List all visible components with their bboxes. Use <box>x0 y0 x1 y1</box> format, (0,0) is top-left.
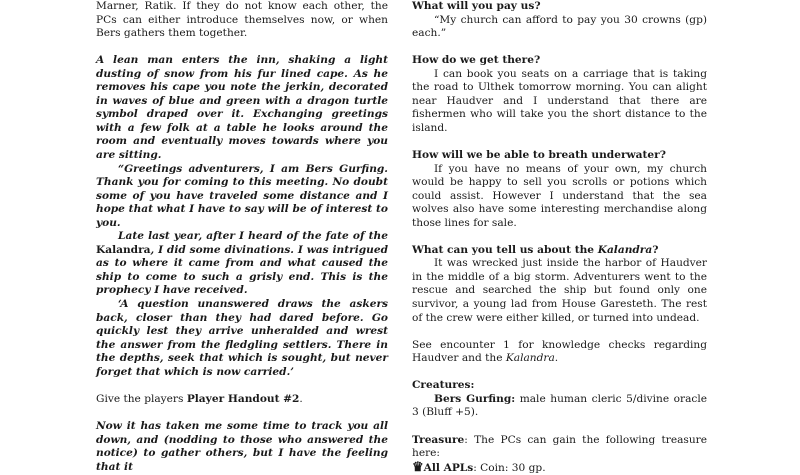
answer-kalandra: It was wrecked just inside the harbor of Haudver in the middle of a big storm. Adventurers went to the rescue and searched the ship but found only one survivor, a young lad from House Garesteth. The rest of the crew were either killed, or turned into undead. <box>412 257 707 324</box>
divination-text-b: , I did some divinations. I was intrigued as to where it came from and what caused the ship to come to such a grisly end. This is the prophecy I have received. <box>96 243 388 297</box>
boxed-text-tracking: Now it has taken me some time to track you all down, and (nodding to those who answered the notice) to gather others, but I have the feeling that it <box>96 419 388 473</box>
left-column <box>96 0 388 474</box>
boxed-text-arrival: A lean man enters the inn, shaking a light dusting of snow from his fur lined cape. As he removes his cape you note the jerkin, decorated in waves of blue and green with a dragon turtle symbol draped over it. Exchanging greetings with a few folk at a table he looks around the room and eventually moves towards where you are sitting. <box>96 54 388 162</box>
see-pre: See encounter 1 for knowledge checks regarding Haudver and the <box>412 338 707 365</box>
boxed-text-greeting: “Greetings adventurers, I am Bers Gurfing. Thank you for coming to this meeting. No doubt some of you have traveled some distance and I hope that what I have to say will be of interest to you. <box>96 162 388 229</box>
spacer <box>412 325 707 339</box>
boxed-text-divination <box>96 230 388 298</box>
q4-pre: What can you tell us about the <box>412 243 598 256</box>
spacer <box>412 41 707 55</box>
handout-instruction <box>96 393 388 407</box>
creatures-heading: Creatures: <box>412 379 475 392</box>
spacer <box>412 230 707 244</box>
answer-payment: “My church can afford to pay you 30 crowns (gp) each.” <box>412 13 707 40</box>
spacer <box>96 406 388 420</box>
divination-text-a: Late last year, after I heard of the fate of the <box>118 230 388 243</box>
question-payment: What will you pay us? <box>412 0 541 12</box>
question-kalandra <box>412 244 707 258</box>
q4-ship: Kalandra <box>597 243 653 256</box>
question-breathing: How will we be able to breath underwater? <box>412 149 666 162</box>
treasure-line <box>412 434 707 461</box>
spacer <box>96 41 388 55</box>
handout-pre: Give the players <box>96 392 187 405</box>
boxed-text-prophecy: ‘A question unanswered draws the askers back, closer than they had dared before. Go quickly lest they arrive unheralded and wrest the answer from the fledgling settlers. There in the depths, seek that which is sought, but never forget that which is now carried.’ <box>96 298 388 378</box>
spacer <box>412 366 707 380</box>
intro-paragraph: Marner, Ratik. If they do not know each other, the PCs can either introduce themselves now, or when Bers gathers them together. <box>96 0 388 40</box>
encounter-reference <box>412 339 707 366</box>
creature-name: Bers Gurfing: <box>434 392 516 405</box>
treasure-text: : The PCs can gain the following treasure here: <box>412 433 707 460</box>
treasure-label: Treasure <box>412 433 465 446</box>
creature-bers <box>412 393 707 420</box>
answer-breathing: If you have no means of your own, my church would be happy to sell you scrolls or potions which could assist. However I understand that the sea wolves also have some interesting merchandise along those lines for sale. <box>412 162 707 229</box>
crown-icon: ♛ <box>412 459 424 475</box>
see-post: . <box>554 352 559 365</box>
apl-text: : Coin: 30 gp. <box>473 461 546 474</box>
apl-line <box>412 461 707 475</box>
handout-post: . <box>299 392 303 405</box>
see-ship: Kalandra <box>505 352 555 365</box>
handout-name: Player Handout #2 <box>186 392 300 405</box>
spacer <box>412 420 707 434</box>
question-travel: How do we get there? <box>412 54 541 67</box>
spacer <box>412 135 707 149</box>
creature-stats: male human cleric 5/divine oracle 3 (Bluff +5). <box>412 392 707 419</box>
kalandra-ship-name: Kalandra <box>96 243 151 256</box>
right-column <box>412 0 707 475</box>
answer-travel: I can book you seats on a carriage that is taking the road to Ulthek tomorrow morning. You can alight near Haudver and I understand that there are fishermen who will take you the short distance to the island. <box>412 67 707 134</box>
q4-post: ? <box>652 243 659 256</box>
spacer <box>96 379 388 393</box>
apl-label: All APLs <box>423 461 474 474</box>
